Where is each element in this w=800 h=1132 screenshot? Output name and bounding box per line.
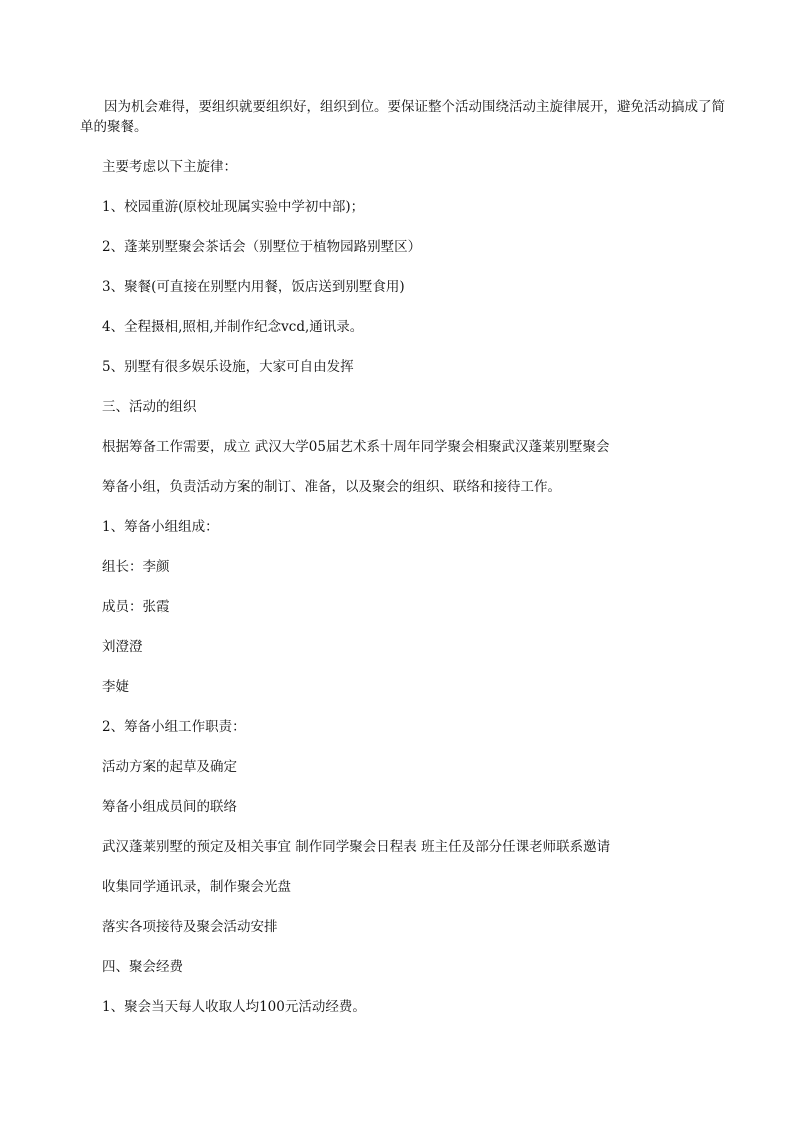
duty-address-book: 收集同学通讯录，制作聚会光盘 <box>102 879 291 895</box>
duty-villa-booking: 武汉蓬莱别墅的预定及相关事宜 制作同学聚会日程表 班主任及部分任课老师联系邀请 <box>102 839 611 855</box>
paragraph-main-theme-heading: 主要考虑以下主旋律： <box>102 159 237 175</box>
paragraph-committee-duties: 筹备小组，负责活动方案的制订、准备，以及聚会的组织、联络和接待工作。 <box>102 479 561 495</box>
member-li: 李婕 <box>102 679 129 695</box>
member-zhang: 成员：张霞 <box>102 599 170 615</box>
paragraph-intro: 因为机会难得，要组织就要组织好，组织到位。要保证整个活动围绕活动主旋律展开，避免活动搞成了简单的聚餐。 <box>80 99 725 135</box>
section-heading-funds: 四、聚会经费 <box>102 959 183 975</box>
paragraph-committee-establish: 根据筹备工作需要，成立 武汉大学05届艺术系十周年同学聚会相聚武汉蓬莱别墅聚会 <box>102 439 610 455</box>
section-heading-organization: 三、活动的组织 <box>102 399 197 415</box>
subheading-committee-members: 1、筹备小组组成： <box>102 519 219 535</box>
member-liu: 刘澄澄 <box>102 639 143 655</box>
duty-reception: 落实各项接待及聚会活动安排 <box>102 919 278 935</box>
list-item-photography: 4、全程摄相,照相,并制作纪念vcd,通讯录。 <box>102 319 364 335</box>
list-item-tea-party: 2、蓬莱别墅聚会茶话会（别墅位于植物园路别墅区） <box>102 239 422 255</box>
duty-plan-draft: 活动方案的起草及确定 <box>102 759 237 775</box>
member-leader: 组长：李颜 <box>102 559 170 575</box>
list-item-campus-tour: 1、校园重游(原校址现属实验中学初中部)； <box>102 199 365 215</box>
subheading-committee-duties: 2、筹备小组工作职责： <box>102 719 246 735</box>
paragraph-fee: 1、聚会当天每人收取人均100元活动经费。 <box>102 999 366 1015</box>
duty-member-contact: 筹备小组成员间的联络 <box>102 799 237 815</box>
list-item-dinner: 3、聚餐(可直接在别墅内用餐，饭店送到别墅食用) <box>102 279 405 295</box>
list-item-entertainment: 5、别墅有很多娱乐设施，大家可自由发挥 <box>102 359 354 375</box>
